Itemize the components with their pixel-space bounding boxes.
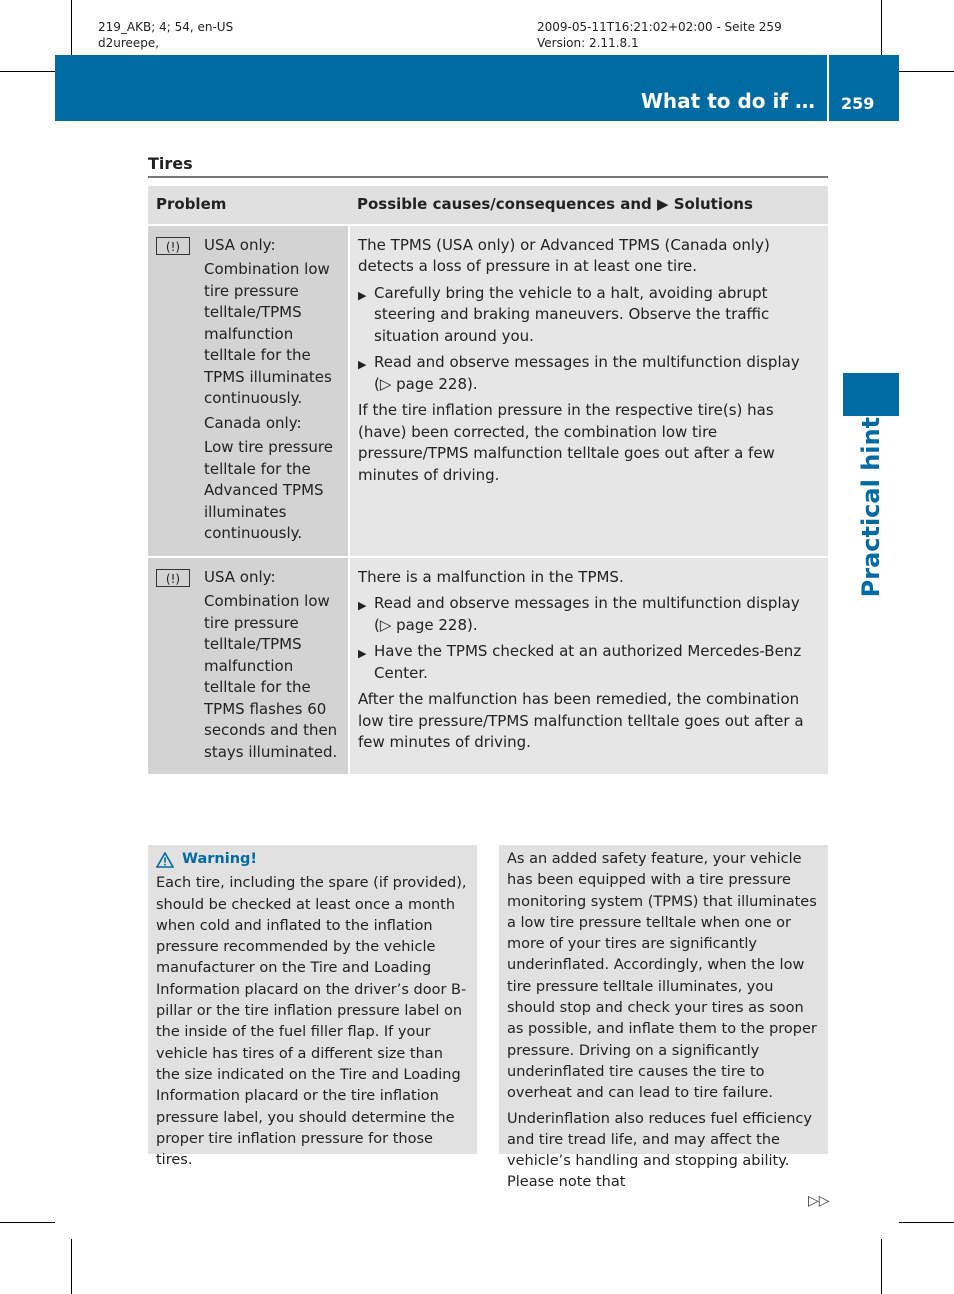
problem-text: Combination low tire pressure telltale/TPMS malfunction telltale for the TPMS flashes 60 seconds and then stays illuminated. [204, 592, 338, 761]
problem-text: Low tire pressure telltale for the Advanced TPMS illuminates continuously. [204, 438, 333, 542]
bullet-arrow-icon: ▶ [358, 647, 367, 660]
info-box [499, 845, 828, 1191]
side-tab-label: Practical hints [857, 402, 885, 598]
solution-step [358, 352, 821, 395]
crop-mark [0, 1222, 55, 1223]
tpms-warning-icon: (!) [156, 237, 190, 255]
page-number: 259 [841, 94, 875, 113]
meta-doc-id: 219_AKB; 4; 54, en-US [98, 20, 234, 34]
crop-mark [71, 0, 72, 55]
solution-cell [349, 557, 828, 775]
solution-cell [349, 225, 828, 557]
tpms-warning-icon: (!) [156, 569, 190, 587]
continued-icon: ▷▷ [808, 1193, 830, 1209]
crop-mark [899, 71, 954, 72]
meta-timestamp: 2009-05-11T16:21:02+02:00 - Seite 259 [537, 20, 782, 34]
solution-step-text: Read and observe messages in the multifunction display (▷ page 228). [374, 594, 800, 634]
info-paragraph: Underinflation also reduces fuel efficiency and tire tread life, and may affect the vehicle’s handling and stopping ability. Please note that [507, 1110, 812, 1191]
problem-cell [148, 225, 349, 557]
solution-step [358, 641, 821, 684]
crop-mark [881, 0, 882, 55]
meta-version: Version: 2.11.8.1 [537, 36, 639, 50]
solution-intro: The TPMS (USA only) or Advanced TPMS (Canada only) detects a loss of pressure in at least one tire. [358, 235, 770, 275]
header-banner [55, 55, 899, 121]
warning-text: Each tire, including the spare (if provided), should be checked at least once a month when cold and inflated to the inflation pressure recommended by the vehicle manufacturer on the Tire and Loading Information placard on the driver’s door B-pillar or the tire inflation pressure label on the inside of the fuel filler flap. If your vehicle has tires of a different size than the size indicated on the Tire and Loading Information placard or the tire inflation pressure label, you should determine the proper tire inflation pressure for those tires. [156, 875, 467, 1169]
col-header-solutions: Possible causes/consequences and ▶ Solutions [349, 186, 828, 225]
heading-rule [148, 176, 828, 178]
section-title: What to do if … [640, 89, 815, 113]
problem-cell [148, 557, 349, 775]
meta-user: d2ureepe, [98, 36, 160, 50]
page-heading: Tires [148, 154, 193, 173]
bullet-arrow-icon: ▶ [358, 358, 367, 371]
solution-step-text: Have the TPMS checked at an authorized Mercedes-Benz Center. [374, 642, 802, 682]
bullet-arrow-icon: ▶ [358, 599, 367, 612]
solution-step [358, 593, 821, 636]
table-row [148, 225, 828, 557]
table-row [148, 557, 828, 775]
crop-mark [0, 71, 55, 72]
warning-box [148, 845, 477, 1169]
print-meta-left [98, 19, 233, 51]
warning-header [156, 849, 469, 870]
warning-triangle-icon [156, 852, 174, 868]
tires-table [148, 186, 828, 774]
print-meta-right [537, 19, 782, 51]
crop-mark [881, 1239, 882, 1294]
solution-outro: After the malfunction has been remedied, the combination low tire pressure/TPMS malfunction telltale goes out after a few minutes of driving. [358, 690, 804, 751]
col-header-problem: Problem [148, 186, 349, 225]
info-paragraph: As an added safety feature, your vehicle has been equipped with a tire pressure monitoring system (TPMS) that illuminates a low tire pressure telltale when one or more of your tires are significantly underinflated. Accordingly, when the low tire pressure telltale illuminates, you should stop and check your tires as soon as possible, and inflate them to the proper pressure. Driving on a significantly underinflated tire causes the tire to overheat and can lead to tire failure. [507, 851, 817, 1102]
problem-text: Canada only: [204, 413, 302, 432]
crop-mark [71, 1239, 72, 1294]
problem-text: Combination low tire pressure telltale/TPMS malfunction telltale for the TPMS illuminates continuously. [204, 260, 332, 407]
bullet-arrow-icon: ▶ [358, 288, 367, 302]
solution-outro: If the tire inflation pressure in the respective tire(s) has (have) been corrected, the combination low tire pressure/TPMS malfunction telltale goes out after a few minutes of driving. [358, 401, 775, 484]
solution-intro: There is a malfunction in the TPMS. [358, 567, 624, 586]
crop-mark [899, 1222, 954, 1223]
solution-step-text: Carefully bring the vehicle to a halt, avoiding abrupt steering and braking maneuvers. Observe the traffic situation around you. [374, 283, 770, 345]
warning-title: Warning! [182, 851, 258, 867]
banner-divider [827, 55, 829, 121]
solution-step-text: Read and observe messages in the multifunction display (▷ page 228). [374, 353, 800, 393]
solution-step [358, 283, 821, 348]
table-header-row [148, 186, 828, 225]
problem-text: USA only: [204, 567, 276, 586]
problem-text: USA only: [204, 235, 276, 254]
